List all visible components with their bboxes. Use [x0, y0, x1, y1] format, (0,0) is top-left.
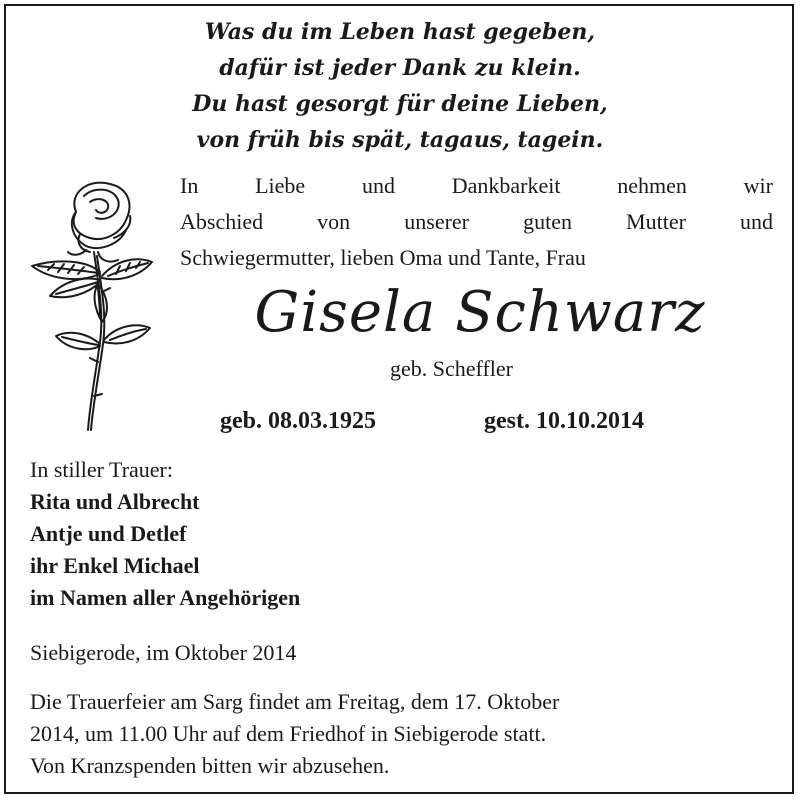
poem-line: dafür ist jeder Dank zu klein.: [219, 55, 581, 81]
intro-text: [180, 168, 773, 276]
poem-line: Du hast gesorgt für deine Lieben,: [192, 91, 608, 117]
notice-line: Von Kranzspenden bitten wir abzusehen.: [30, 753, 390, 778]
funeral-notice: [30, 686, 770, 782]
mourner-name: Rita und Albrecht: [30, 489, 200, 514]
mourners-block: [30, 454, 770, 614]
mourner-name: ihr Enkel Michael: [30, 553, 200, 578]
death-date: gest. 10.10.2014: [484, 408, 644, 434]
poem: [0, 14, 800, 158]
poem-line: von früh bis spät, tagaus, tagein.: [196, 127, 604, 153]
notice-line: Die Trauerfeier am Sarg findet am Freitag, dem 17. Oktober: [30, 689, 560, 714]
mourners-heading: In stiller Trauer:: [30, 457, 173, 482]
maiden-name: geb. Scheffler: [390, 356, 513, 381]
place-date: Siebigerode, im Oktober 2014: [30, 640, 297, 665]
deceased-name: Gisela Schwarz: [254, 280, 706, 345]
intro-line: Abschied von unserer guten Mutter und: [180, 209, 773, 234]
intro-line: Schwiegermutter, lieben Oma und Tante, Frau: [180, 245, 586, 270]
mourner-name: Antje und Detlef: [30, 521, 187, 546]
intro-line: In Liebe und Dankbarkeit nehmen wir: [180, 173, 773, 198]
poem-line: Was du im Leben hast gegeben,: [204, 19, 596, 45]
notice-line: 2014, um 11.00 Uhr auf dem Friedhof in Siebigerode statt.: [30, 721, 547, 746]
birth-date: geb. 08.03.1925: [220, 408, 376, 434]
mourner-name: im Namen aller Angehörigen: [30, 585, 301, 610]
